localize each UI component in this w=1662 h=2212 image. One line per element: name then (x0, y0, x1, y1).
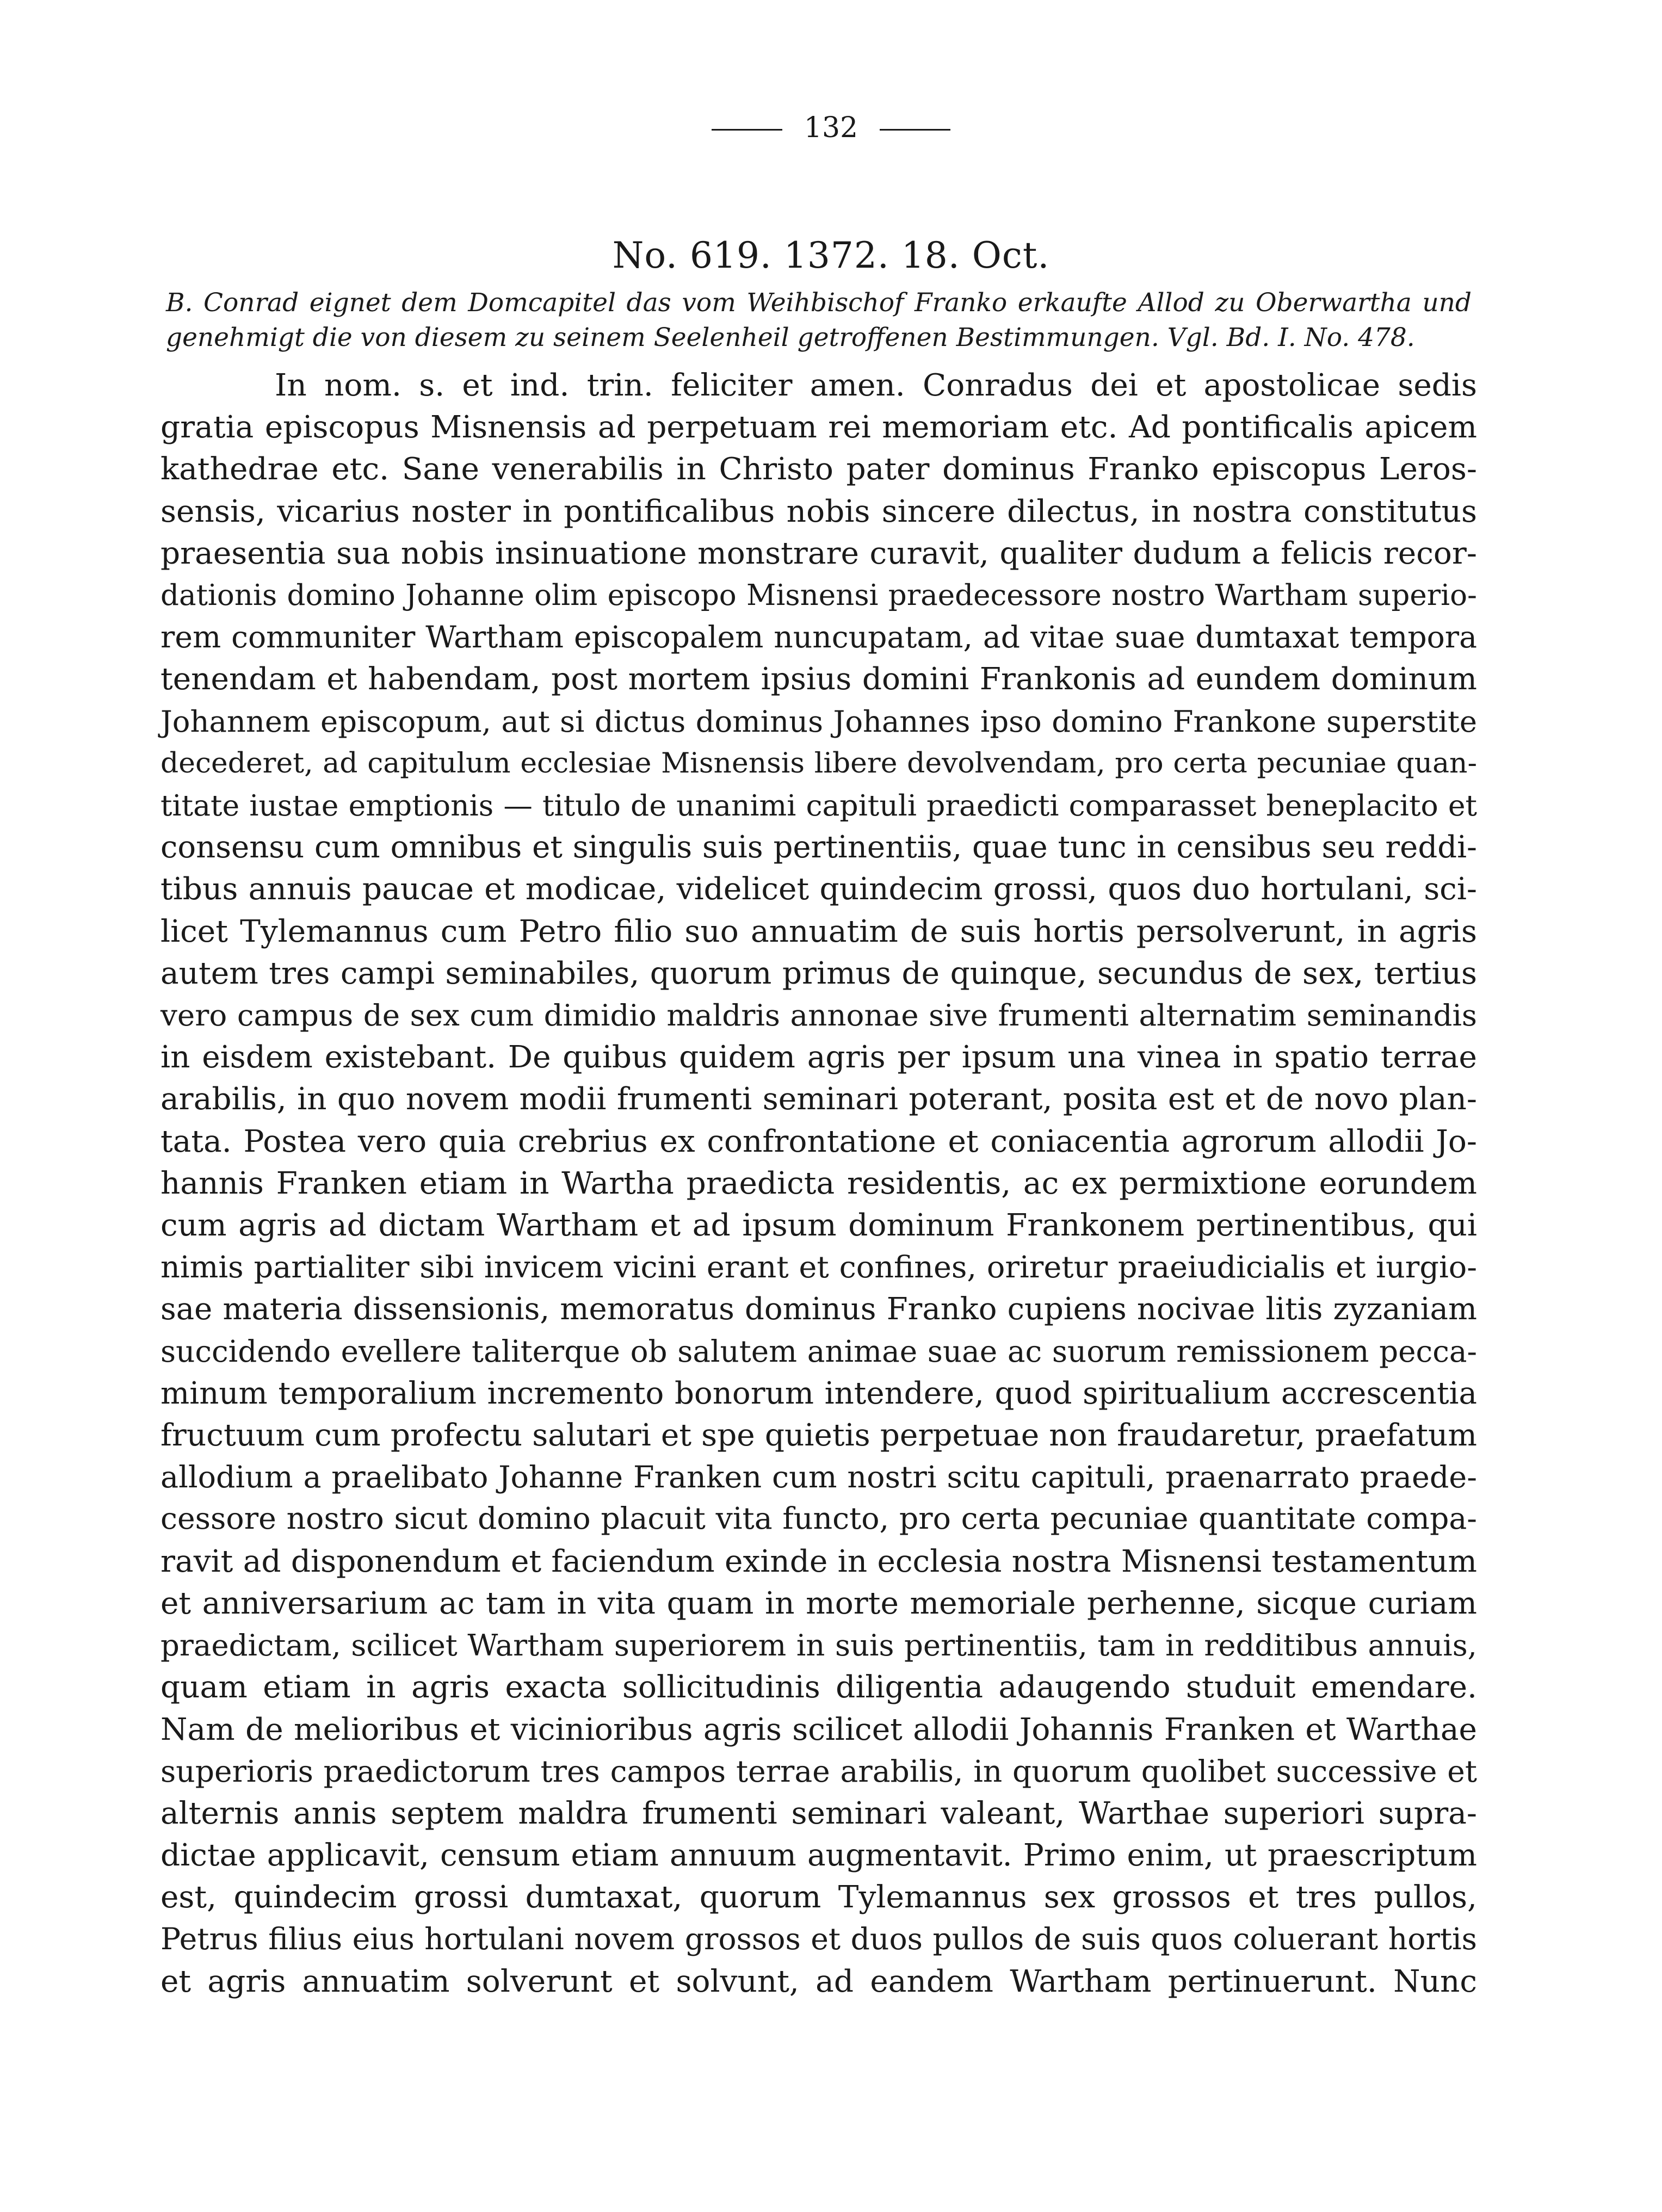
text-line: allodium a praelibato Johanne Franken cum nostri scitu capituli, praenarrato praede- (160, 1460, 1477, 1496)
document-body-text (160, 364, 1477, 2003)
text-line: sensis, vicarius noster in pontificalibus nobis sincere dilectus, in nostra constitutus (160, 493, 1477, 529)
text-line: cum agris ad dictam Wartham et ad ipsum dominum Frankonem pertinentibus, qui (160, 1208, 1477, 1244)
text-line: fructuum cum profectu salutari et spe quietis perpetuae non fraudaretur, praefatum (160, 1418, 1477, 1454)
text-line: et anniversarium ac tam in vita quam in morte memoriale perhenne, sicque curiam (160, 1585, 1477, 1621)
text-line: dictae applicavit, censum etiam annuum augmentavit. Primo enim, ut praescriptum (160, 1838, 1477, 1874)
text-line: sae materia dissensionis, memoratus dominus Franko cupiens nocivae litis zyzaniam (160, 1292, 1477, 1327)
text-line: titate iustae emptionis — titulo de unanimi capituli praedicti comparasset beneplacito et (160, 788, 1477, 823)
header-rule-right (880, 129, 950, 131)
text-line: autem tres campi seminabiles, quorum primus de quinque, secundus de sex, tertius (160, 955, 1477, 991)
text-line: alternis annis septem maldra frumenti seminari valeant, Warthae superiori supra- (160, 1795, 1477, 1831)
text-line: arabilis, in quo novem modii frumenti seminari poterant, posita est et de novo plan- (160, 1082, 1477, 1117)
text-line: gratia episcopus Misnensis ad perpetuam rei memoriam etc. Ad pontificalis apicem (160, 410, 1477, 446)
text-line: quam etiam in agris exacta sollicitudinis diligentia adaugendo studuit emendare. (160, 1670, 1477, 1706)
text-line: in eisdem existebant. De quibus quidem agris per ipsum una vinea in spatio terrae (160, 1040, 1477, 1076)
document-heading: No. 619. 1372. 18. Oct. (612, 234, 1050, 276)
text-line: tenendam et habendam, post mortem ipsius domini Frankonis ad eundem dominum (160, 662, 1477, 697)
text-line: cessore nostro sicut domino placuit vita functo, pro certa pecuniae quantitate compa- (160, 1502, 1477, 1537)
text-line: dationis domino Johanne olim episcopo Misnensi praedecessore nostro Wartham superio- (160, 578, 1477, 613)
text-line: Nam de melioribus et vicinioribus agris scilicet allodii Johannis Franken et Warthae (160, 1711, 1477, 1747)
text-line: hannis Franken etiam in Wartha praedicta residentis, ac ex permixtione eorundem (160, 1165, 1477, 1201)
text-line: vero campus de sex cum dimidio maldris annonae sive frumenti alternatim seminandis (160, 998, 1477, 1033)
text-line: praesentia sua nobis insinuatione monstrare curavit, qualiter dudum a felicis recor- (160, 535, 1477, 571)
text-line: rem communiter Wartham episcopalem nuncupatam, ad vitae suae dumtaxat tempora (160, 620, 1477, 655)
text-line: nimis partialiter sibi invicem vicini erant et confines, oriretur praeiudicialis et iurgio- (160, 1250, 1477, 1286)
text-line: minum temporalium incremento bonorum intendere, quod spiritualium accrescentia (160, 1375, 1477, 1411)
text-line: Johannem episcopum, aut si dictus dominus Johannes ipso domino Frankone superstite (160, 704, 1477, 739)
text-line: consensu cum omnibus et singulis suis pertinentiis, quae tunc in censibus seu reddi- (160, 830, 1477, 866)
text-line: praedictam, scilicet Wartham superiorem in suis pertinentiis, tam in redditibus annuis, (160, 1628, 1477, 1663)
text-line: In nom. s. et ind. trin. feliciter amen. Conradus dei et apostolicae sedis (275, 368, 1477, 403)
text-line: licet Tylemannus cum Petro filio suo annuatim de suis hortis persolverunt, in agris (160, 913, 1477, 949)
text-line: Petrus filius eius hortulani novem grossos et duos pullos de suis quos coluerant hortis (160, 1921, 1477, 1957)
header-rule-left (712, 129, 782, 131)
text-line: kathedrae etc. Sane venerabilis in Christo pater dominus Franko episcopus Leros- (160, 452, 1477, 487)
text-line: est, quindecim grossi dumtaxat, quorum Tylemannus sex grossos et tres pullos, (160, 1880, 1477, 1916)
page-header (0, 112, 1662, 144)
document-regest: B. Conrad eignet dem Domcapitel das vom Weihbischof Franko erkaufte Allod zu Oberwartha und genehmigt die von diesem zu seinem Seelenheil getroffenen Bestimmungen. Vgl. Bd. I. No. 478. (166, 288, 1472, 353)
text-line: superioris praedictorum tres campos terrae arabilis, in quorum quolibet successive et (160, 1753, 1477, 1789)
text-line: decederet, ad capitulum ecclesiae Misnensis libere devolvendam, pro certa pecuniae quan- (160, 746, 1477, 780)
text-line: et agris annuatim solverunt et solvunt, ad eandem Wartham pertinuerunt. Nunc (160, 1963, 1477, 1999)
page-number: 132 (804, 112, 858, 144)
text-line: tata. Postea vero quia crebrius ex confrontatione et coniacentia agrorum allodii Jo- (160, 1123, 1477, 1159)
text-line: tibus annuis paucae et modicae, videlicet quindecim grossi, quos duo hortulani, sci- (160, 872, 1477, 907)
text-line: ravit ad disponendum et faciendum exinde in ecclesia nostra Misnensi testamentum (160, 1543, 1477, 1579)
text-line: succidendo evellere taliterque ob salutem animae suae ac suorum remissionem pecca- (160, 1333, 1477, 1369)
